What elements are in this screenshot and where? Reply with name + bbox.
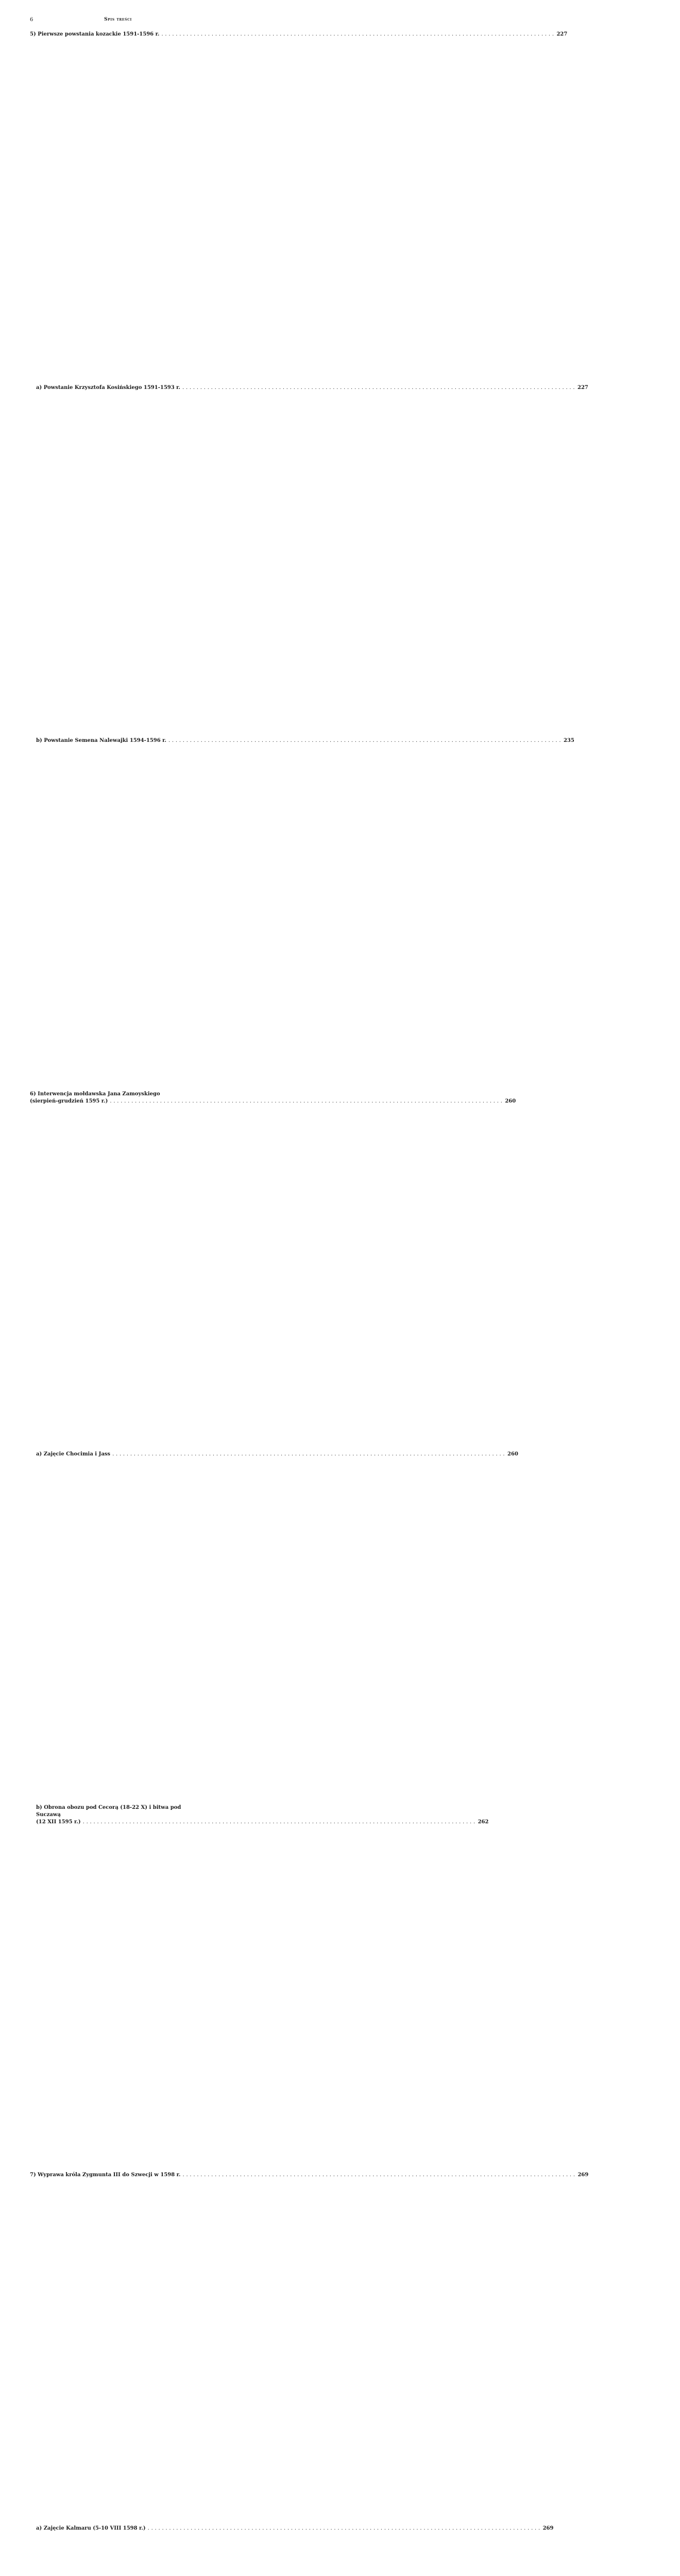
page-header bbox=[30, 17, 206, 25]
toc-entry-title: 7) Wyprawa króla Zygmunta III do Szwecji w 1598 r. bbox=[30, 2172, 181, 2179]
toc-entry bbox=[30, 1451, 206, 1802]
toc-entry-title: a) Zajęcie Chocimia i Jass bbox=[36, 1451, 110, 1458]
document-page bbox=[0, 0, 244, 351]
toc-leader bbox=[112, 1451, 505, 1458]
running-title: Spis treści bbox=[30, 17, 206, 22]
toc-entry-title: a) Powstanie Krzysztofa Kosińskiego 1591-1593 r. bbox=[36, 384, 180, 392]
toc-entry bbox=[30, 31, 206, 382]
toc-entry bbox=[30, 1091, 206, 1449]
toc-entry-page: 227 bbox=[577, 384, 588, 735]
toc-entry bbox=[30, 384, 206, 735]
toc-leader bbox=[83, 1819, 475, 1826]
toc-leader bbox=[161, 31, 554, 38]
toc-leader bbox=[182, 384, 575, 392]
toc-leader bbox=[168, 737, 561, 744]
toc-entry-page: 235 bbox=[563, 737, 574, 1088]
toc-entry-page: 269 bbox=[577, 2172, 588, 2522]
toc-entry-title-line2: (sierpień-grudzień 1595 r.) bbox=[30, 1098, 108, 1105]
toc-entry bbox=[30, 2525, 206, 2576]
toc-entry-title-line1: b) Obrona obozu pod Cecorą (18-22 X) i bitwa pod Suczawą bbox=[36, 1804, 206, 1819]
toc-leader bbox=[183, 2172, 575, 2179]
table-of-contents bbox=[30, 31, 206, 2576]
toc-leader bbox=[148, 2525, 540, 2532]
toc-entry-page: 260 bbox=[504, 1098, 516, 1449]
toc-entry bbox=[30, 2172, 206, 2522]
toc-entry-title-line1: 6) Interwencja mołdawska Jana Zamoyskiego bbox=[30, 1091, 206, 1098]
page-number: 6 bbox=[30, 17, 33, 23]
toc-entry-title-line2: (12 XII 1595 r.) bbox=[36, 1819, 81, 1826]
toc-entry-title: b) Powstanie Semena Nalewajki 1594-1596 r. bbox=[36, 737, 166, 744]
toc-entry bbox=[30, 1804, 206, 2170]
toc-entry-page: 262 bbox=[477, 1819, 488, 2170]
toc-leader bbox=[110, 1098, 502, 1105]
toc-entry-title: a) Zajęcie Kalmaru (5-10 VIII 1598 r.) bbox=[36, 2525, 146, 2532]
toc-entry-title: 5) Pierwsze powstania kozackie 1591-1596 r. bbox=[30, 31, 159, 38]
toc-entry-page: 269 bbox=[542, 2525, 553, 2576]
toc-entry bbox=[30, 737, 206, 1088]
toc-entry-page: 260 bbox=[507, 1451, 518, 1802]
toc-entry-page: 227 bbox=[556, 31, 567, 382]
